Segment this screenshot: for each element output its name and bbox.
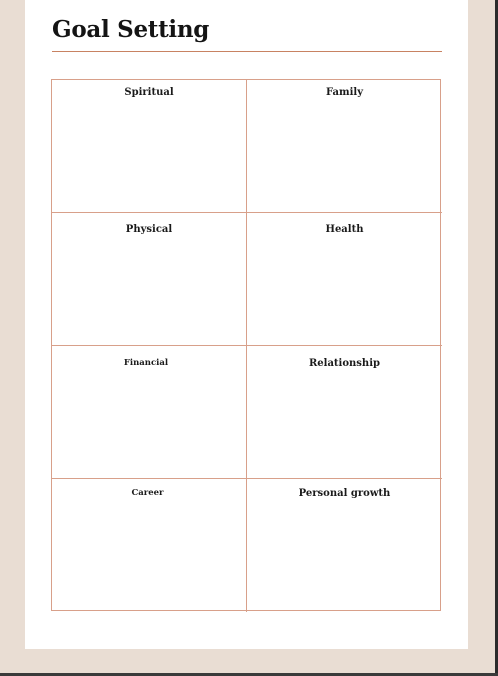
goal-box-personal-growth[interactable]: [247, 479, 442, 612]
goal-box-financial[interactable]: [52, 346, 247, 479]
goal-box-label: Career: [131, 488, 164, 498]
planner-page: [25, 0, 468, 649]
goal-box-label: Family: [325, 87, 364, 98]
goal-box-relationship[interactable]: [247, 346, 442, 479]
goal-box-spiritual[interactable]: [52, 80, 247, 213]
goal-box-family[interactable]: [247, 80, 442, 213]
goal-box-label: Health: [325, 224, 364, 235]
goal-box-label: Physical: [125, 224, 173, 235]
goal-box-label: Relationship: [308, 358, 380, 369]
goal-box-career[interactable]: [52, 479, 247, 612]
goal-box-label: Spiritual: [124, 87, 174, 98]
goal-box-label: Personal growth: [298, 488, 391, 499]
page-title: Goal Setting: [52, 16, 210, 43]
goal-grid: [51, 79, 441, 611]
goal-box-physical[interactable]: [52, 213, 247, 346]
goal-box-health[interactable]: [247, 213, 442, 346]
goal-box-label: Financial: [123, 358, 169, 368]
title-divider: [52, 51, 442, 52]
